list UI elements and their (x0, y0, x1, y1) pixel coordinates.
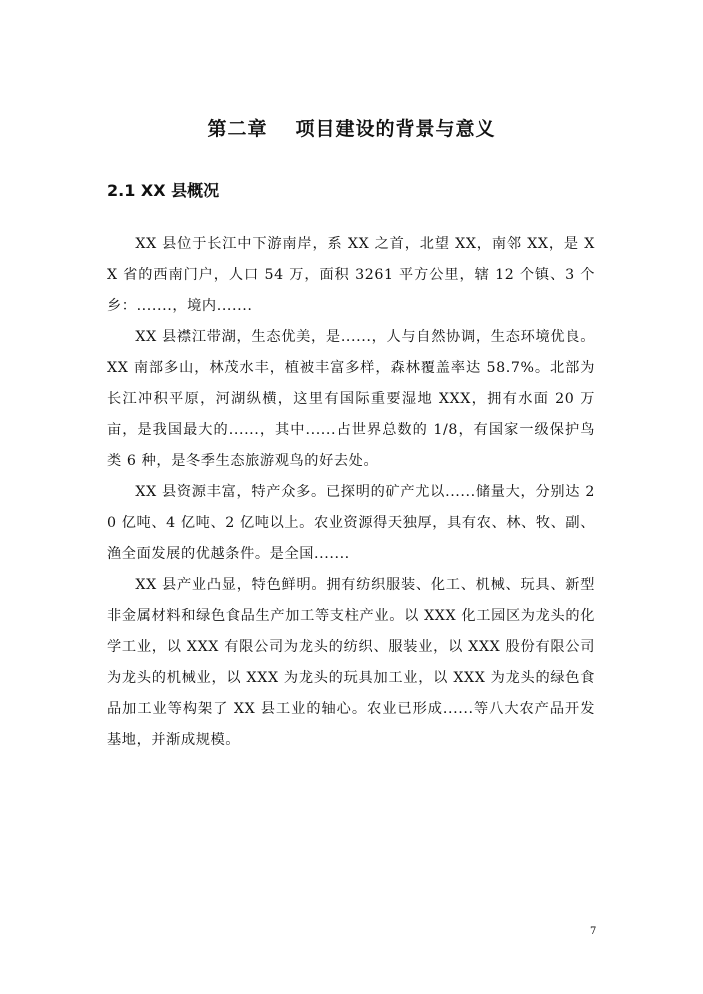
paragraph-overview: XX 县位于长江中下游南岸，系 XX 之首，北望 XX，南邻 XX，是 XX 省的西南门户，人口 54 万，面积 3261 平方公里，辖 12 个镇、3 个乡：.......，境内....... (107, 236, 595, 314)
chapter-name: 项目建设的背景与意义 (295, 118, 496, 140)
paragraph-industry: XX 县产业凸显，特色鲜明。拥有纺织服装、化工、机械、玩具、新型非金属材料和绿色食品生产加工等支柱产业。以 XXX 化工园区为龙头的化学工业，以 XXX 有限公司为龙头的纺织、服装业，以 XXX 股份有限公司为龙头的机械业，以 XXX 为龙头的玩具加工业，以 XXX 为龙头的绿色食品加工业等构架了 XX 县工业的轴心。农业已形成......等八大农产品开发基地，并渐成规模。 (107, 577, 595, 748)
section-title: 2.1 XX 县概况 (107, 181, 220, 200)
chapter-number: 第二章 (207, 118, 268, 140)
paragraph-ecology: XX 县襟江带湖，生态优美，是......，人与自然协调，生态环境优良。XX 南部多山，林茂水丰，植被丰富多样，森林覆盖率达 58.7%。北部为长江冲积平原，河湖纵横，这里有国际重要湿地 XXX，拥有水面 20 万亩，是我国最大的......，其中......占世界总数的 1/8，有国家一级保护鸟类 6 种，是冬季生态旅游观鸟的好去处。 (107, 329, 595, 469)
page-number: 7 (590, 926, 597, 937)
chapter-title (0, 114, 703, 141)
paragraph-resources: XX 县资源丰富，特产众多。已探明的矿产尤以......储量大，分别达 20 亿吨、4 亿吨、2 亿吨以上。农业资源得天独厚，具有农、林、牧、副、渔全面发展的优越条件。是全国....... (107, 484, 595, 562)
body-text (107, 229, 595, 756)
